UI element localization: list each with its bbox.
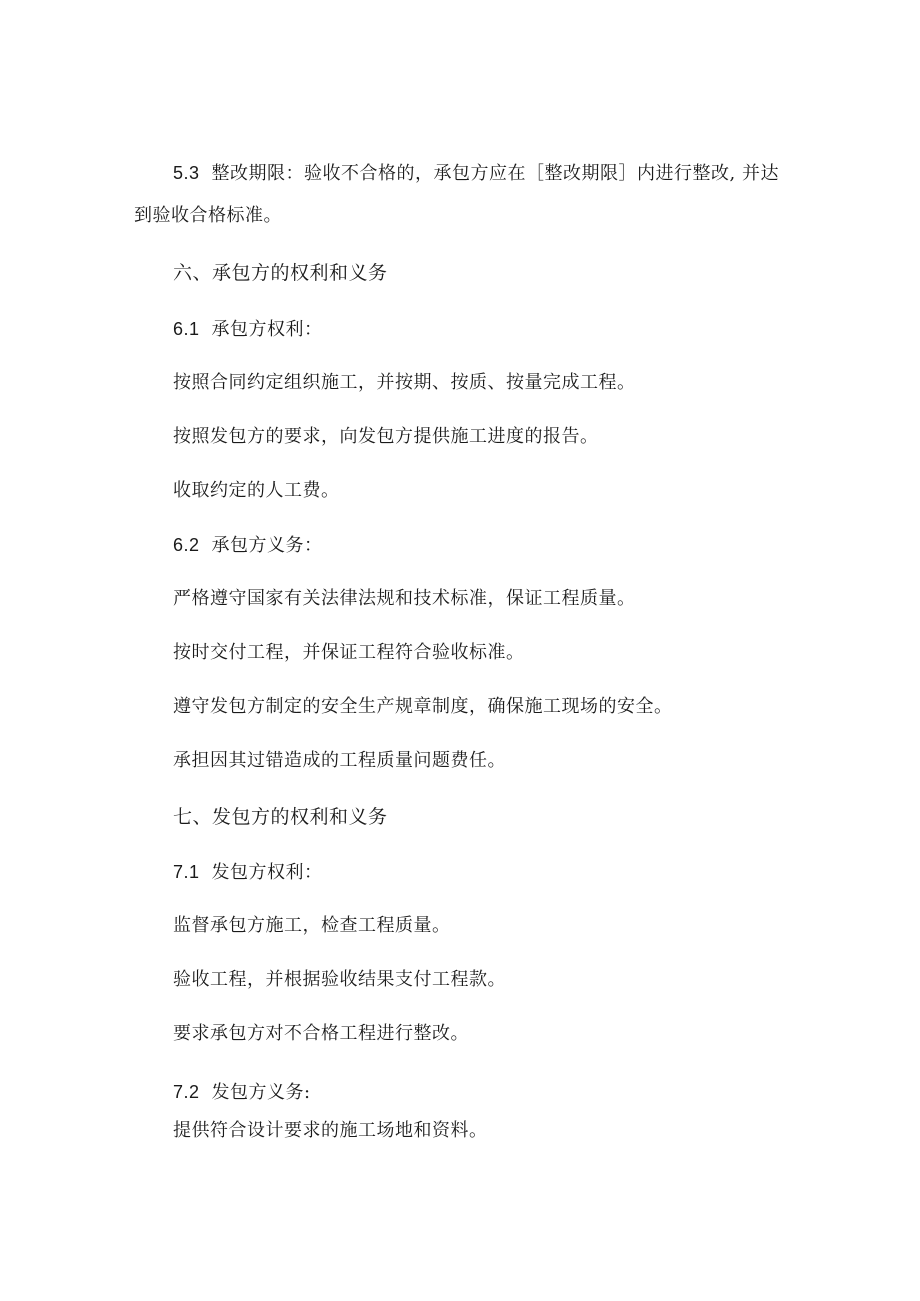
list-item: 收取约定的人工费。 (173, 480, 340, 501)
clause-7-1-title (173, 861, 323, 884)
list-item: 监督承包方施工，检查工程质量。 (173, 915, 451, 936)
clause-number: 6.1 (173, 319, 200, 339)
clause-title: 承包方权利： (211, 319, 323, 340)
list-item: 要求承包方对不合格工程进行整改。 (173, 1023, 469, 1044)
list-item: 遵守发包方制定的安全生产规章制度，确保施工现场的安全。 (173, 696, 673, 717)
section-heading-6: 六、承包方的权利和义务 (173, 262, 388, 284)
clause-6-1-title (173, 318, 323, 341)
clause-5-3-line1 (173, 162, 779, 185)
clause-5-3-line2: 到验收合格标准。 (134, 205, 282, 226)
list-item: 提供符合设计要求的施工场地和资料。 (173, 1120, 488, 1141)
list-item: 验收工程，并根据验收结果支付工程款。 (173, 969, 506, 990)
list-item: 严格遵守国家有关法律法规和技术标准，保证工程质量。 (173, 588, 636, 609)
clause-number: 6.2 (173, 535, 200, 555)
clause-7-2-title (173, 1081, 311, 1104)
list-item: 按照发包方的要求，向发包方提供施工进度的报告。 (173, 426, 599, 447)
clause-number: 7.1 (173, 862, 200, 882)
clause-title: 承包方义务： (211, 535, 323, 556)
section-heading-7: 七、发包方的权利和义务 (173, 806, 388, 828)
list-item: 按照合同约定组织施工，并按期、按质、按量完成工程。 (173, 372, 636, 393)
clause-number: 5.3 (173, 163, 200, 183)
list-item: 按时交付工程，并保证工程符合验收标准。 (173, 642, 525, 663)
clause-title: 发包方权利： (211, 862, 323, 883)
clause-6-2-title (173, 534, 323, 557)
clause-number: 7.2 (173, 1082, 200, 1102)
clause-title: 发包方义务: (211, 1082, 311, 1103)
clause-text: 整改期限：验收不合格的，承包方应在［整改期限］内进行整改, 并达 (211, 163, 779, 184)
list-item: 承担因其过错造成的工程质量问题费任。 (173, 750, 506, 771)
